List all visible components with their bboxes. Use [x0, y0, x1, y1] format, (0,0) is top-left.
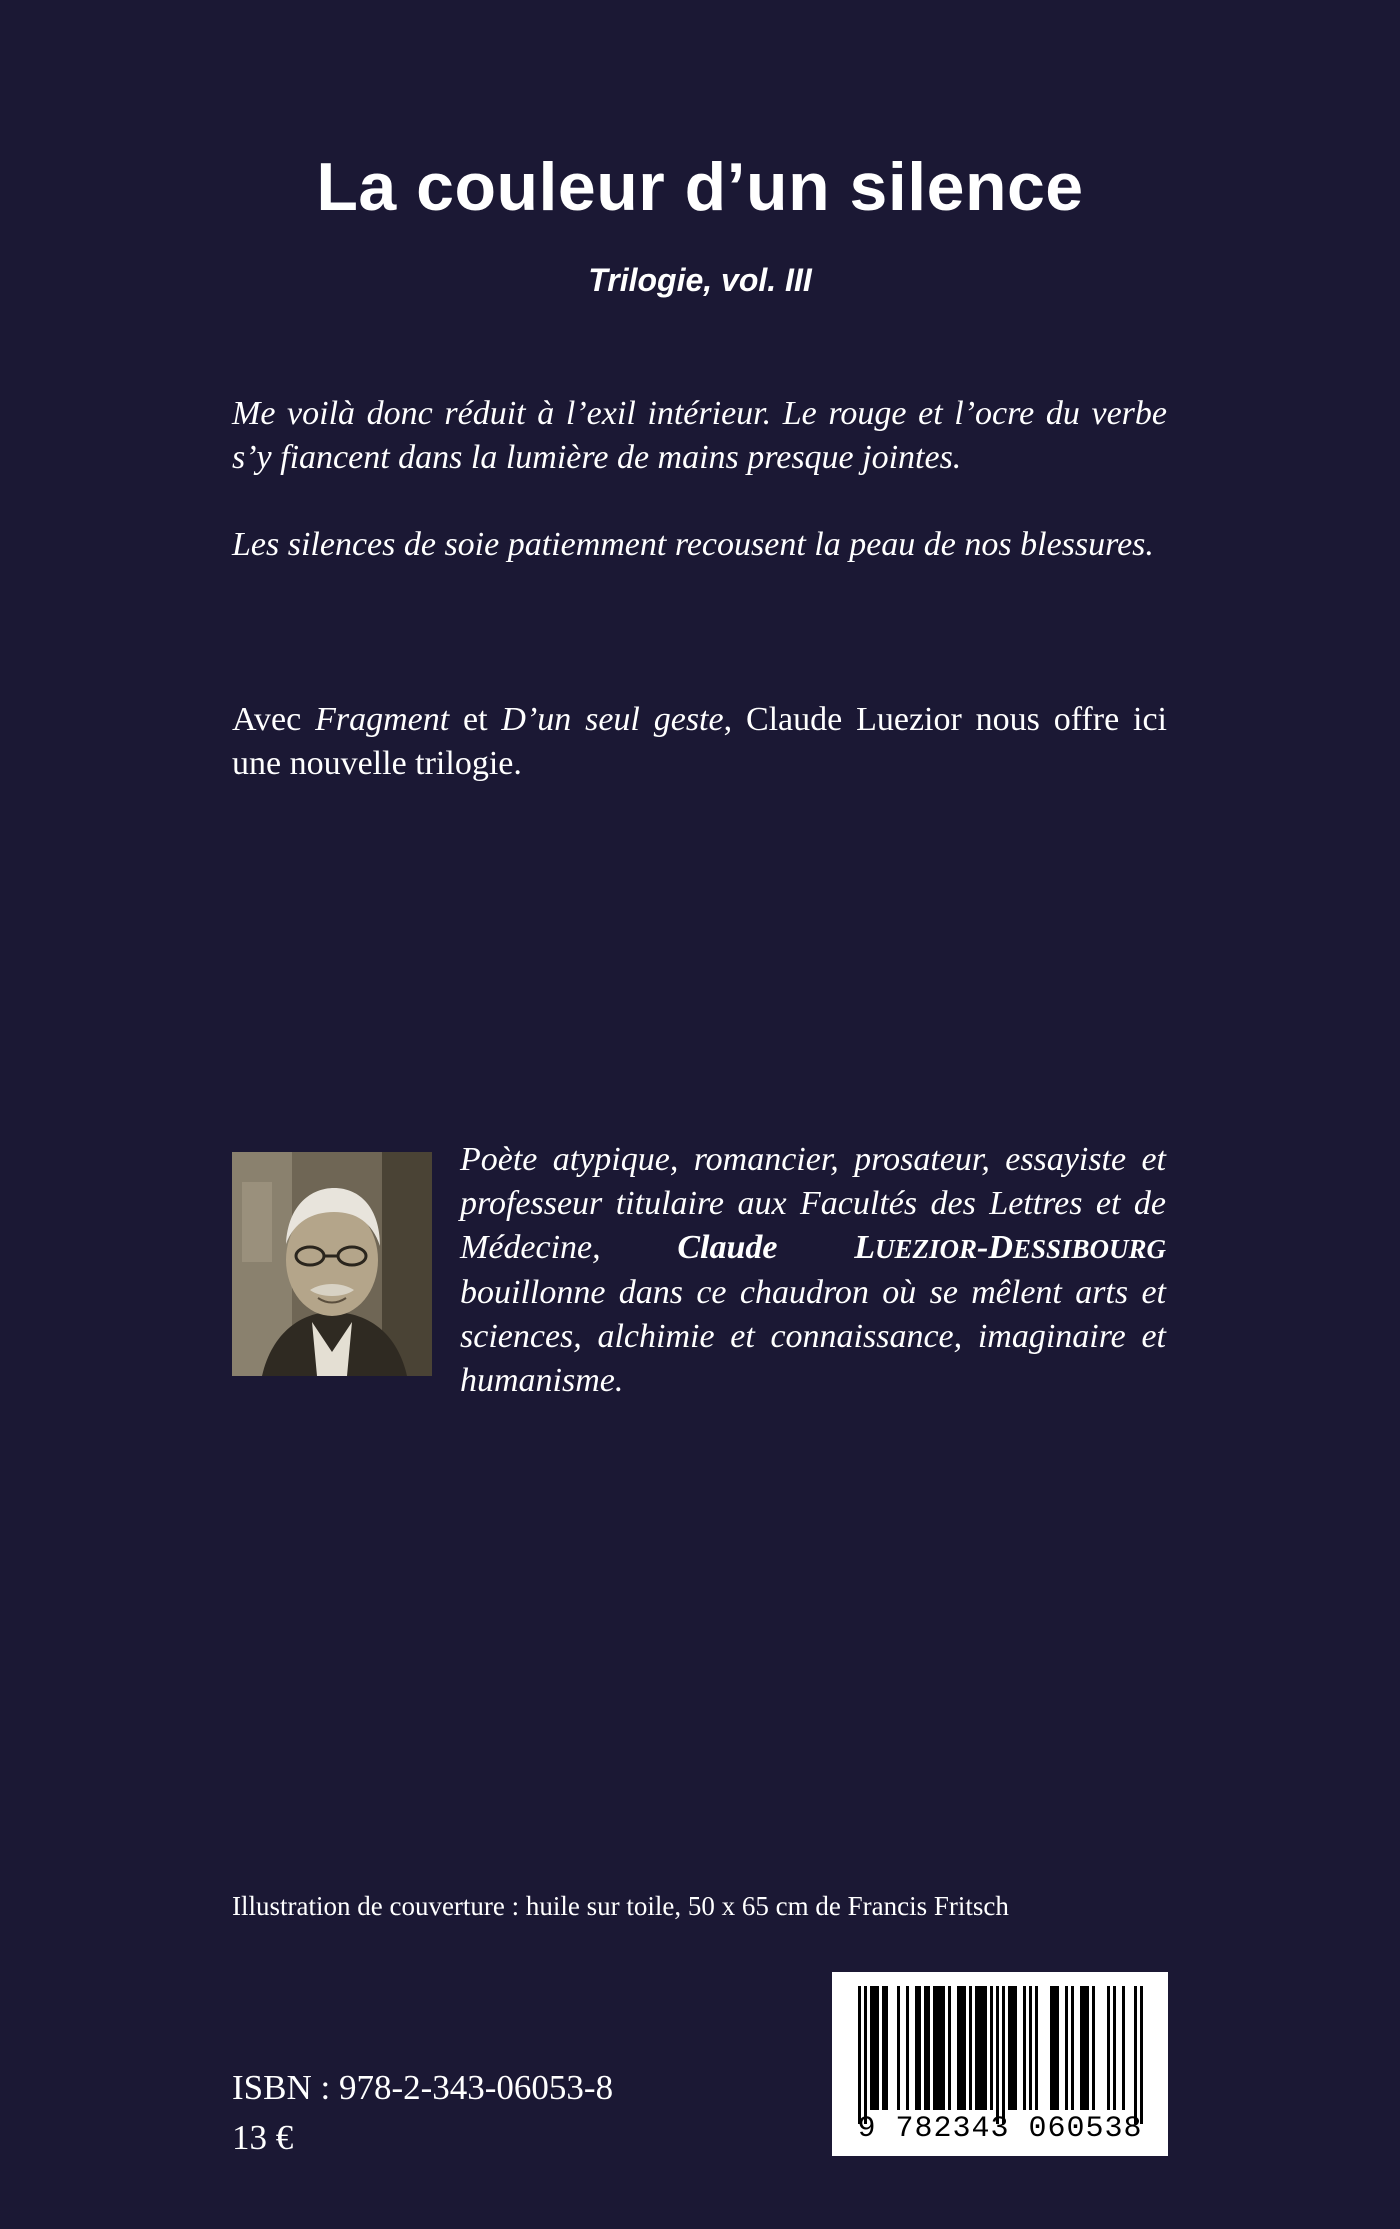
- barcode-bar: [1092, 1986, 1095, 2110]
- barcode-bar: [969, 1986, 972, 2110]
- barcode-bar: [957, 1986, 960, 2110]
- barcode-bar: [1083, 1986, 1086, 2110]
- author-last-name-hyphen: -: [977, 1229, 989, 1266]
- barcode-bar: [1050, 1986, 1053, 2110]
- barcode-bar: [864, 1986, 867, 2124]
- author-last-name-rest-2: ESSIBOURG: [1012, 1234, 1166, 1264]
- barcode-bar: [1053, 1986, 1056, 2110]
- author-biography: [460, 1138, 1166, 1403]
- barcode-bar: [1014, 1986, 1017, 2110]
- barcode-bar: [933, 1986, 936, 2110]
- author-portrait: [232, 1152, 432, 1376]
- barcode-bar: [984, 1986, 987, 2110]
- barcode-bar: [1029, 1986, 1032, 2110]
- poem-stanza-1: Me voilà donc réduit à l’exil intérieur. Le rouge et l’ocre du verbe s’y fiancent dans la lumière de mains presque jointes.: [232, 395, 1167, 476]
- barcode-bar: [1035, 1986, 1038, 2110]
- barcode-bar: [906, 1986, 909, 2110]
- barcode-bar: [936, 1986, 939, 2110]
- barcode-bar: [1140, 1986, 1143, 2124]
- isbn: ISBN : 978-2-343-06053-8: [232, 2068, 614, 2107]
- barcode-bar: [870, 1986, 873, 2110]
- intro-work-dun-seul-geste: D’un seul geste: [501, 701, 724, 738]
- barcode-bar: [963, 1986, 966, 2110]
- barcode-bar: [1071, 1986, 1074, 2110]
- barcode-bar: [1056, 1986, 1059, 2110]
- barcode-bar: [897, 1986, 900, 2110]
- author-name: [677, 1229, 1166, 1266]
- barcode-bar: [939, 1986, 942, 2110]
- bio-text-after: bouillonne dans ce chaudron où se mêlent arts et sciences, alchimie et connaissance, imaginaire et humanisme.: [460, 1274, 1166, 1399]
- barcode-bar: [927, 1986, 930, 2110]
- barcode-bar: [876, 1986, 879, 2110]
- barcode-bar: [942, 1986, 945, 2110]
- bio-text-before: Poète atypique, romancier, prosateur, essayiste et professeur titulaire aux Facultés des Lettres et de Médecine,: [460, 1141, 1166, 1266]
- barcode-bar: [975, 1986, 978, 2110]
- barcode-bar: [1008, 1986, 1011, 2110]
- barcode-bar: [915, 1986, 918, 2110]
- barcode-bar: [885, 1986, 888, 2110]
- barcode-bar: [1080, 1986, 1083, 2110]
- author-last-name-initial-1: L: [854, 1229, 876, 1266]
- barcode-bar: [948, 1986, 951, 2110]
- illustration-credit: Illustration de couverture : huile sur toile, 50 x 65 cm de Francis Fritsch: [232, 1891, 1009, 1921]
- barcode-bar: [1023, 1986, 1026, 2110]
- price: 13 €: [232, 2118, 294, 2157]
- barcode-bar: [882, 1986, 885, 2110]
- barcode-bar: [1134, 1986, 1137, 2124]
- barcode-bar: [918, 1986, 921, 2110]
- barcode-bar: [1122, 1986, 1125, 2110]
- author-last-name-initial-2: D: [988, 1229, 1013, 1266]
- barcode-bar: [1086, 1986, 1089, 2110]
- intro-prefix: Avec: [232, 701, 316, 738]
- barcode-bar: [924, 1986, 927, 2110]
- intro-and: et: [449, 701, 502, 738]
- author-first-name: Claude: [677, 1229, 778, 1266]
- barcode-digits: 9 782343 060538: [857, 2112, 1143, 2146]
- barcode-bar: [1011, 1986, 1014, 2110]
- intro-suffix: , Claude Luezior nous offre ici une nouvelle trilogie.: [232, 701, 1167, 782]
- barcode-bar: [978, 1986, 981, 2110]
- intro-work-fragment: Fragment: [315, 701, 450, 738]
- barcode-bar: [996, 1986, 999, 2124]
- author-last-name-rest-1: UEZIOR: [875, 1234, 978, 1264]
- intro-paragraph: [232, 698, 1167, 786]
- barcode-bar: [858, 1986, 861, 2124]
- book-title: La couleur d’un silence: [316, 149, 1084, 225]
- barcode-bar: [960, 1986, 963, 2110]
- barcode-bar: [990, 1986, 993, 2110]
- barcode-bar: [1002, 1986, 1005, 2124]
- barcode-bar: [981, 1986, 984, 2110]
- poem-stanza-2: Les silences de soie patiemment recousent la peau de nos blessures.: [232, 526, 1154, 563]
- author-portrait-image: [232, 1152, 432, 1376]
- book-subtitle: Trilogie, vol. III: [588, 262, 812, 298]
- barcode: [832, 1972, 1168, 2156]
- barcode-bar: [1107, 1986, 1110, 2110]
- barcode-bar: [873, 1986, 876, 2110]
- barcode-bar: [1065, 1986, 1068, 2110]
- barcode-bar: [1113, 1986, 1116, 2110]
